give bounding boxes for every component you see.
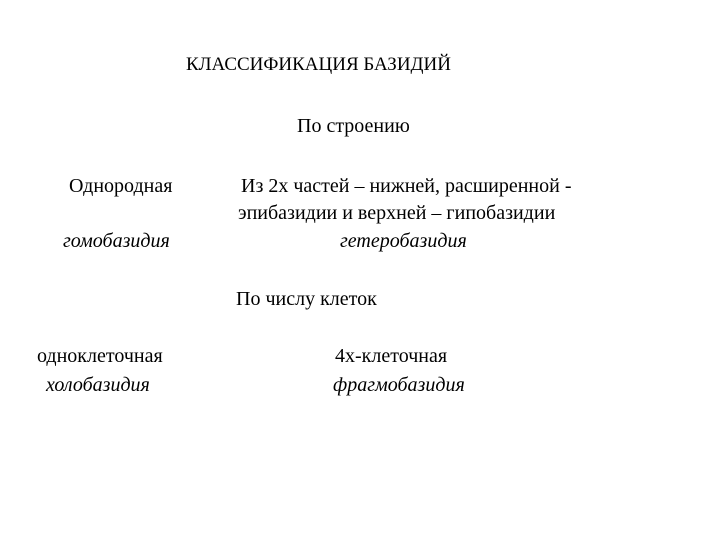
two-part-description-line2: эпибазидии и верхней – гипобазидии bbox=[238, 202, 556, 224]
section-heading-structure: По строению bbox=[297, 115, 410, 137]
heterobasidium-term: гетеробазидия bbox=[340, 230, 467, 252]
holobasidium-term: холобазидия bbox=[46, 374, 150, 396]
homobasidium-term: гомобазидия bbox=[63, 230, 170, 252]
four-cell-label: 4х-клеточная bbox=[335, 345, 448, 367]
two-part-description-line1: Из 2х частей – нижней, расширенной - bbox=[241, 175, 572, 197]
slide-title: КЛАССИФИКАЦИЯ БАЗИДИЙ bbox=[186, 54, 451, 75]
phragmobasidium-term: фрагмобазидия bbox=[333, 374, 465, 396]
unicellular-label: одноклеточная bbox=[37, 345, 163, 367]
section-heading-cell-count: По числу клеток bbox=[236, 288, 377, 310]
homogeneous-label: Однородная bbox=[69, 175, 173, 197]
